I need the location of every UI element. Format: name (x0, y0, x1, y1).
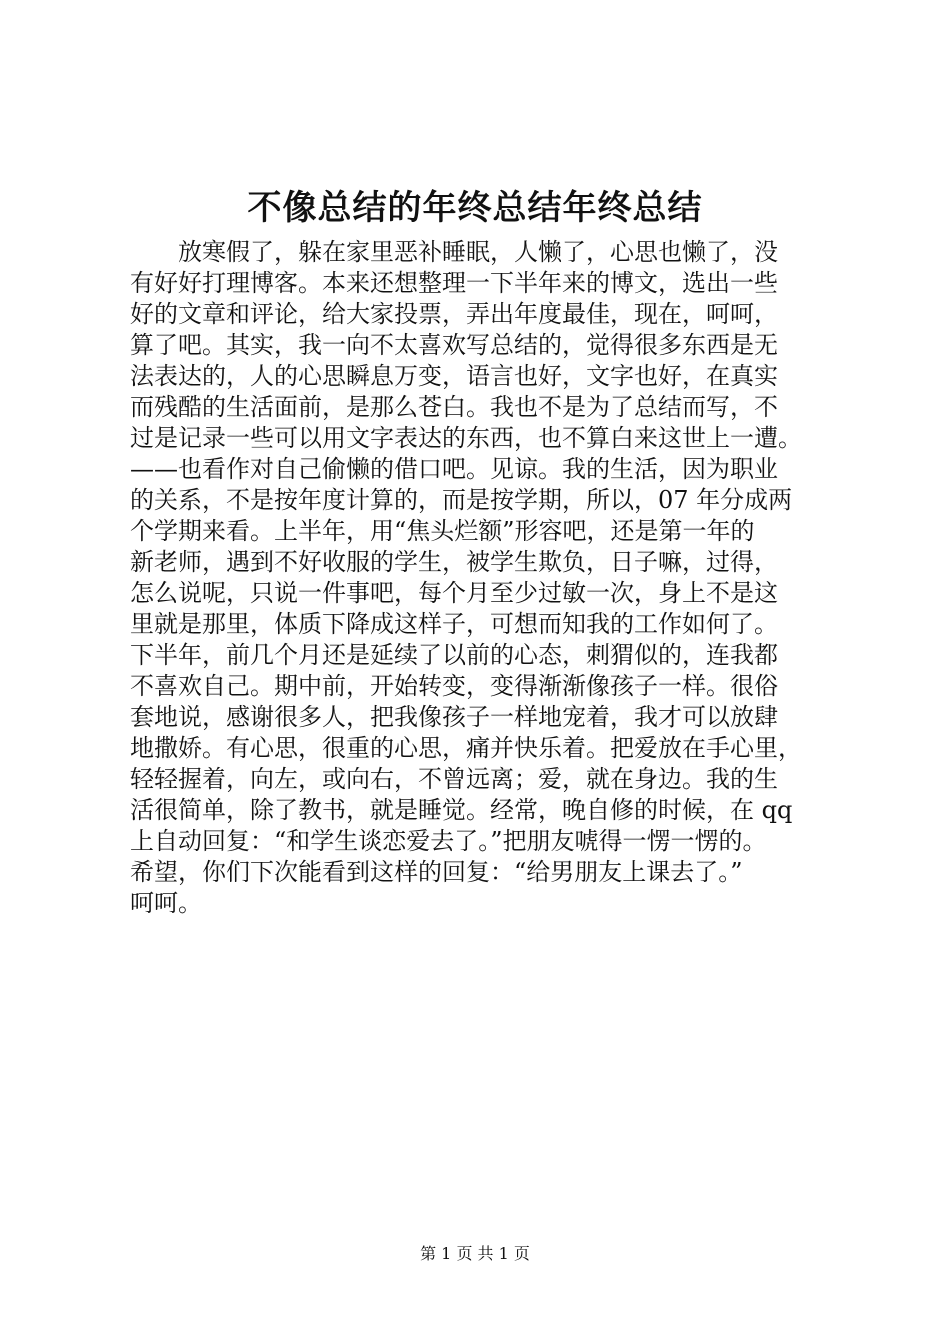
body-line: 过是记录一些可以用文字表达的东西，也不算白来这世上一遭。 (130, 424, 802, 452)
document-title: 不像总结的年终总结年终总结 (247, 188, 703, 228)
body-line: 而残酷的生活面前，是那么苍白。我也不是为了总结而写，不 (130, 393, 778, 421)
body-line: 上自动回复：“和学生谈恋爱去了。”把朋友唬得一愣一愣的。 (130, 827, 767, 855)
body-line: 希望，你们下次能看到这样的回复：“给男朋友上课去了。” (130, 858, 743, 886)
body-line: 套地说，感谢很多人，把我像孩子一样地宠着，我才可以放肆 (130, 703, 778, 731)
body-line: 活很简单，除了教书，就是睡觉。经常，晚自修的时候，在 qq (130, 796, 793, 824)
document-body (130, 237, 842, 919)
body-line: 算了吧。其实，我一向不太喜欢写总结的，觉得很多东西是无 (130, 331, 778, 359)
body-line: 放寒假了，躲在家里恶补睡眠，人懒了，心思也懒了，没 (178, 238, 778, 266)
body-line: 下半年，前几个月还是延续了以前的心态，刺猬似的，连我都 (130, 641, 778, 669)
page-footer: 第 1 页 共 1 页 (420, 1244, 530, 1263)
body-line: 呵呵。 (130, 889, 202, 917)
body-line: 好的文章和评论，给大家投票，弄出年度最佳，现在，呵呵， (130, 300, 778, 328)
body-line: 地撒娇。有心思，很重的心思，痛并快乐着。把爱放在手心里， (130, 734, 802, 762)
body-line: 的关系，不是按年度计算的，而是按学期，所以，07 年分成两 (130, 486, 793, 514)
body-line: 法表达的，人的心思瞬息万变，语言也好，文字也好，在真实 (130, 362, 778, 390)
body-line: ——也看作对自己偷懒的借口吧。见谅。我的生活，因为职业 (130, 455, 778, 483)
body-line: 不喜欢自己。期中前，开始转变，变得渐渐像孩子一样。很俗 (130, 672, 778, 700)
body-line: 里就是那里，体质下降成这样子，可想而知我的工作如何了。 (130, 610, 778, 638)
body-line: 怎么说呢，只说一件事吧，每个月至少过敏一次，身上不是这 (130, 579, 778, 607)
body-line: 个学期来看。上半年，用“焦头烂额”形容吧，还是第一年的 (130, 517, 755, 545)
body-line: 有好好打理博客。本来还想整理一下半年来的博文，选出一些 (130, 269, 778, 297)
body-line: 新老师，遇到不好收服的学生，被学生欺负，日子嘛，过得， (130, 548, 778, 576)
body-line: 轻轻握着，向左，或向右，不曾远离；爱，就在身边。我的生 (130, 765, 778, 793)
